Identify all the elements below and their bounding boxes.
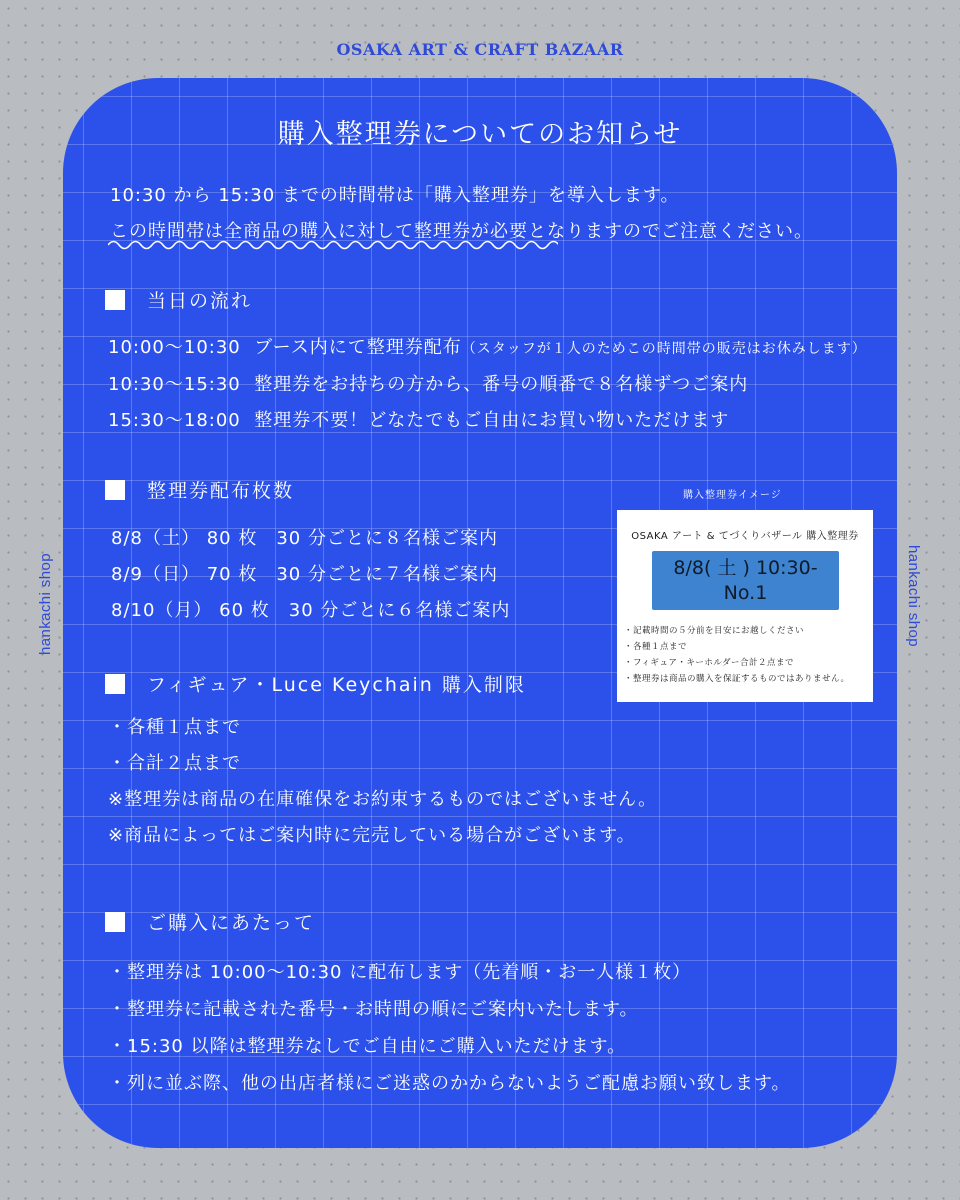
flow-row [108,403,867,439]
purchase-note: ・整理券に記載された番号・お時間の順にご案内いたします。 [108,999,639,1020]
intro-line: 10:30 から 15:30 までの時間帯は「購入整理券」を導入します。 [110,185,680,206]
ticket-title: OSAKA アート & てづくりバザール 購入整理券 [631,531,859,542]
notice-title: 購入整理券についてのお知らせ [277,119,683,150]
ticket-note: ・フィギュア・キーホルダー合計２点まで [624,658,794,668]
section-heading-purchase [105,908,315,935]
flow-note: （スタッフが１人のためこの時間帯の販売はお休みします） [461,341,867,357]
purchase-notes-list [108,954,791,1102]
purchase-note: ・列に並ぶ際、他の出店者様にご迷惑のかからないようご配慮お願い致します。 [108,1073,791,1094]
limit-row: ※商品によってはご案内時に完売している場合がございます。 [108,825,636,846]
ticket-number: No.1 [723,582,768,604]
flow-text: 整理券不要！どなたでもご自由にお買い物いただけます [254,410,730,431]
ticket-note: ・記載時間の５分前を目安にお越しください [624,626,805,636]
flow-list [108,330,867,439]
ticket-note: ・各種１点まで [624,642,688,652]
flow-row [108,330,867,367]
ticket-image [617,510,873,702]
section-heading-flow [105,286,252,313]
ticket-notes [624,623,850,687]
brand-title: OSAKA ART & CRAFT BAZAAR [336,40,624,59]
square-bullet-icon [105,290,125,310]
count-row: 8/8（土） 80 枚 30 分ごとに８名様ご案内 [111,528,498,549]
square-bullet-icon [105,480,125,500]
square-bullet-icon [105,912,125,932]
section-heading-limits [105,670,526,697]
ticket-datetime: 8/8( 土 ) 10:30- [673,557,818,579]
flow-time: 10:30〜15:30 [108,374,241,395]
limit-row: ・合計２点まで [108,753,241,774]
limit-row: ・各種１点まで [108,717,241,738]
ticket-number-box [652,551,839,610]
purchase-note: ・整理券は 10:00〜10:30 に配布します（先着順・お一人様１枚） [108,962,692,983]
side-label-left: hankachi shop [37,553,54,655]
ticket-caption: 購入整理券イメージ [683,490,782,501]
flow-time: 15:30〜18:00 [108,410,241,431]
square-bullet-icon [105,674,125,694]
flow-text: 整理券をお持ちの方から、番号の順番で８名様ずつご案内 [254,374,749,395]
side-label-right: hankachi shop [905,545,922,647]
notice-card [63,78,897,1148]
section-heading-label: フィギュア・Luce Keychain 購入制限 [147,674,526,696]
counts-list [111,521,510,629]
limit-row: ※整理券は商品の在庫確保をお約束するものではございません。 [108,789,658,810]
count-row: 8/10（月） 60 枚 30 分ごとに６名様ご案内 [111,600,511,621]
count-row: 8/9（日） 70 枚 30 分ごとに７名様ご案内 [111,564,498,585]
flow-row [108,367,867,403]
section-heading-label: 整理券配布枚数 [147,480,295,502]
limits-list [108,710,657,854]
wavy-underline [108,238,558,252]
intro-line: この時間帯は全商品の購入に対して整理券が必要となりますのでご注意ください。 [110,221,813,242]
flow-text: ブース内にて整理券配布 [254,337,462,358]
purchase-note: ・15:30 以降は整理券なしでご自由にご購入いただけます。 [108,1036,627,1057]
section-heading-counts [105,476,294,503]
section-heading-label: 当日の流れ [147,290,253,312]
section-heading-label: ご購入にあたって [147,912,316,934]
flow-time: 10:00〜10:30 [108,337,241,358]
ticket-note: ・整理券は商品の購入を保証するものではありません。 [624,674,850,684]
